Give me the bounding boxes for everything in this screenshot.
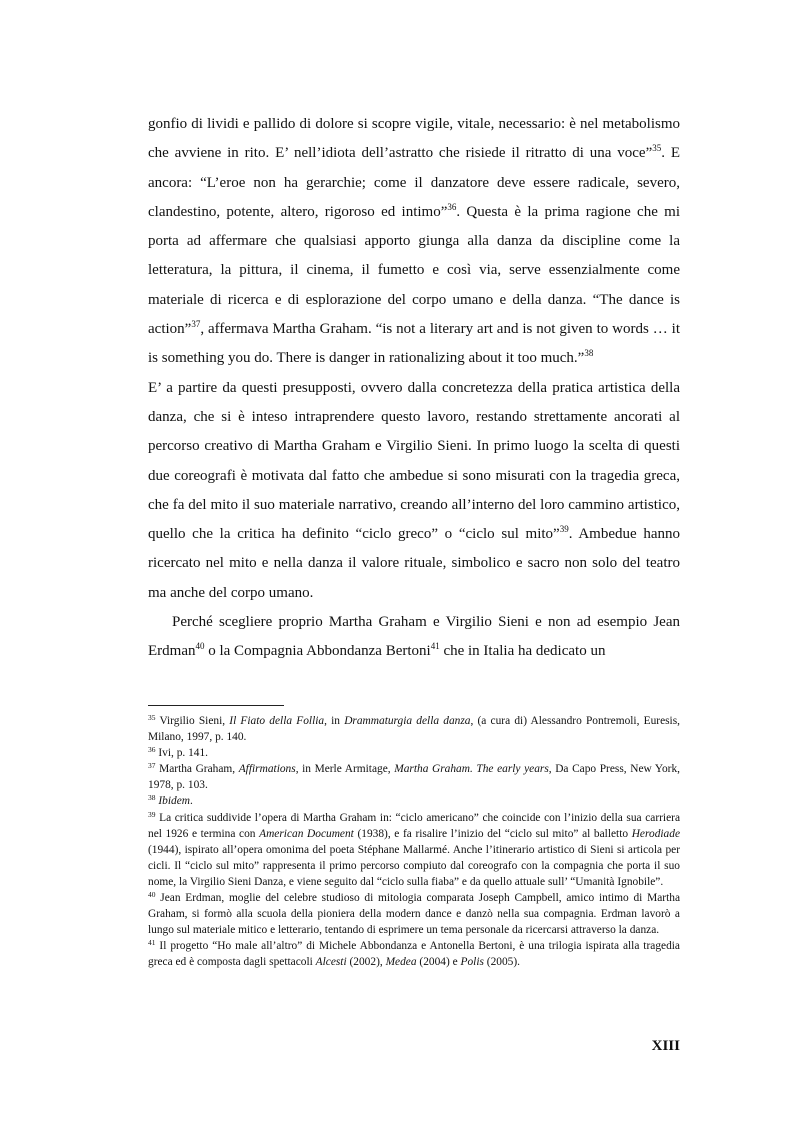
footnote-36: $^{36}$ Ivi, p. 141. (148, 745, 209, 760)
paragraph-2: E’ a partire da questi presupposti, ovvero dalla concretezza della pratica artistica della danza, che si è inteso intraprendere questo lavoro, restando strettamente ancorati al percorso creativo di Martha Graham e Virgilio Sieni. In primo luogo la scelta di questi due coreografi è motivata dal fatto che ambedue si sono misurati con la tragedia greca, che fa del mito il suo materiale narrativo, creando all’interno del loro cammino artistico, quello che la critica ha definito “ciclo greco” o “ciclo sul mito”$^{39}$. Ambedue hanno ricercato nel mito e nella danza il valore rituale, simbolico e sacro non solo del teatro ma anche del corpo umano. (148, 379, 680, 601)
footnote-ref-35[interactable]: 35 (652, 143, 662, 154)
paragraph-3: Perché scegliere proprio Martha Graham e Virgilio Sieni e non ad esempio Jean Erdman$^{40}$ o la Compagnia Abbondanza Bertoni$^{41}$ che in Italia ha dedicato un (148, 614, 680, 660)
footnote-ref-38[interactable]: 38 (584, 348, 594, 359)
main-text (148, 110, 680, 667)
footnote-divider (148, 705, 284, 706)
footnote-ref-36[interactable]: 36 (447, 201, 457, 212)
footnote-ref-41[interactable]: 41 (430, 641, 440, 652)
footnotes (148, 713, 680, 971)
footnote-37: $^{37}$ Martha Graham, Affirmations, in Merle Armitage, Martha Graham. The early years, Da Capo Press, New York, 1978, p. 103. (148, 761, 681, 792)
footnote-ref-39[interactable]: 39 (559, 524, 569, 535)
footnote-40: $^{40}$ Jean Erdman, moglie del celebre studioso di mitologia comparata Joseph Campbell, amico intimo di Martha Graham, si formò alla scuola della pioniera della modern dance e danzò nella sua compagnia. Erdman lavorò a lungo sul materiale mitico e letterario, tentando di esprimere un tema personale da ricercarsi attraverso la danza. (148, 890, 680, 937)
footnote-ref-37[interactable]: 37 (191, 319, 201, 330)
footnote-ref-40[interactable]: 40 (195, 641, 205, 652)
footnote-38: $^{38}$ Ibidem. (148, 793, 193, 808)
footnote-39: $^{39}$ La critica suddivide l’opera di Martha Graham in: “ciclo americano” che coincide con l’inizio della sua carriera nel 1926 e termina con American Document (1938), e fa risalire l’inizio del “ciclo sul mito” al balletto Herodiade (1944), ispirato all’opera omonima del poeta Stéphane Mallarmé. Anche l’itinerario artistico di Sieni si articola per cicli. Il “ciclo sul mito” rappresenta il primo percorso compiuto dal coreografo con la compagnia che porta il suo nome, la Virgilio Sieni Danza, e viene seguito dal “ciclo sulla fiaba” e da quello attuale sull’ “Umanità Ignobile”. (148, 809, 680, 888)
footnote-41: $^{41}$ Il progetto “Ho male all’altro” di Michele Abbondanza e Antonella Bertoni, è una trilogia ispirata alla tragedia greca ed è composta dagli spettacoli Alcesti (2002), Medea (2004) e Polis (2005). (148, 938, 680, 969)
paragraph-1: gonfio di lividi e pallido di dolore si scopre vigile, vitale, necessario: è nel metabolismo che avviene in rito. E’ nell’idiota dell’astratto che risiede il ritratto di una voce”$^{35}$. E ancora: “L’eroe non ha gerarchie; come il danzatore deve essere radicale, severo, clandestino, potente, altero, rigoroso ed intimo”$^{36}$. Questa è la prima ragione che mi porta ad affermare che qualsiasi apporto giunga alla danza da discipline come la letteratura, la pittura, il cinema, il fumetto e così via, serve essenzialmente come materiale di ricerca e di esplorazione del corpo umano e della danza. “The dance is action”$^{37}$, affermava Martha Graham. “is not a literary art and is not given to words … it is something you do. There is danger in rationalizing about it too much.”$^{38}$ (148, 116, 680, 367)
footnote-35: $^{35}$ Virgilio Sieni, Il Fiato della Follia, in Drammaturgia della danza, (a cura di) Alessandro Pontremoli, Euresis, Milano, 1997, p. 140. (148, 713, 680, 744)
page-number: XIII (651, 1038, 680, 1054)
